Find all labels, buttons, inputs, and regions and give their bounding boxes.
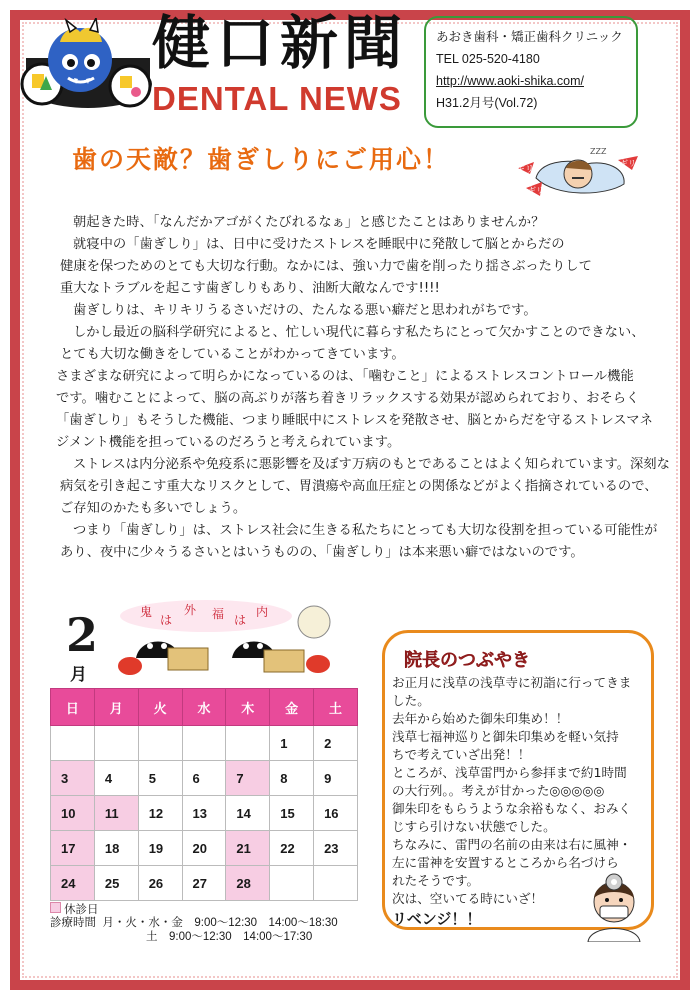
director-line: 去年から始めた御朱印集め！！ xyxy=(392,711,569,726)
calendar-day: 2 xyxy=(314,726,358,761)
art-char: 鬼 xyxy=(140,605,153,619)
article-line xyxy=(60,234,660,256)
director-column-title: 院長のつぶやき xyxy=(404,650,530,671)
calendar-day: 17 xyxy=(51,831,95,866)
calendar-day: 27 xyxy=(182,866,226,901)
art-char: 福 xyxy=(212,607,225,621)
calendar-month-number: 2 xyxy=(66,608,99,662)
calendar-empty-cell xyxy=(51,726,95,761)
calendar-week xyxy=(51,866,358,901)
calendar-empty-cell xyxy=(138,726,182,761)
calendar-day: 8 xyxy=(270,761,314,796)
article-line: しかし最近の脳科学研究によると、忙しい現代に暮らす私たちにとって欠かすことのできない、 xyxy=(73,325,645,340)
article-line: あり、夜中に少々うるさいとはいうものの、「歯ぎしり」は本来悪い癖ではないのです。 xyxy=(60,545,584,560)
teeth-grinding-sleeper-illustration xyxy=(506,144,644,204)
setsubun-illustration xyxy=(56,596,356,684)
calendar-day: 20 xyxy=(182,831,226,866)
calendar-month-label: 月 xyxy=(70,665,87,685)
calendar-day: 16 xyxy=(314,796,358,831)
weekday-header: 水 xyxy=(182,689,226,726)
calendar-day: 1 xyxy=(270,726,314,761)
calendar-day: 12 xyxy=(138,796,182,831)
director-line: の大行列。。考えが甘かった◎◎◎◎◎ xyxy=(392,783,605,798)
art-char: 内 xyxy=(256,605,269,619)
issue-number: H31.2月号(Vol.72) xyxy=(436,96,538,110)
director-line: ところが、浅草雷門から参拝まで約1時間 xyxy=(392,765,627,780)
calendar-day: 19 xyxy=(138,831,182,866)
calendar-day: 28 xyxy=(226,866,270,901)
calendar-empty-cell xyxy=(226,726,270,761)
calendar-day: 3 xyxy=(51,761,95,796)
director-line: 御朱印をもらうような余裕もなく、おみく xyxy=(392,801,632,816)
calendar-day: 14 xyxy=(226,796,270,831)
calendar-legend xyxy=(50,902,99,917)
calendar-day: 7 xyxy=(226,761,270,796)
hours-weekday: 月・火・水・金 9:00～12:30 14:00～18:30 xyxy=(102,917,338,929)
director-line: じすら引けない状態でした。 xyxy=(392,819,556,834)
sfx-text-1: ギリ xyxy=(516,165,535,175)
director-line: した。 xyxy=(392,693,430,708)
calendar-day: 6 xyxy=(182,761,226,796)
article-line: ジメント機能を担っているのだろうと考えられています。 xyxy=(56,435,401,450)
article-line: 健康を保つためのとても大切な行動。なかには、強い力で歯を削ったり揺さぶったりして xyxy=(60,259,592,274)
weekday-header: 日 xyxy=(51,689,95,726)
article-line: さまざまな研究によって明らかになっているのは、「噛むこと」によるストレスコントロール機能 xyxy=(56,369,634,384)
clinic-info-box xyxy=(424,16,638,128)
article-line: 「歯ぎしり」もそうした機能、つまり睡眠中にストレスを発散させ、脳とからだを守るストレスマネ xyxy=(56,413,653,428)
director-line: ちなみに、雷門の名前の由来は右に風神・ xyxy=(392,837,632,852)
calendar-week xyxy=(51,761,358,796)
calendar-day: 24 xyxy=(51,866,95,901)
doctor-illustration xyxy=(580,870,648,942)
weekday-header: 土 xyxy=(314,689,358,726)
calendar-day: 26 xyxy=(138,866,182,901)
article-line: 歯ぎしりは、キリキリうるさいだけの、たんなる悪い癖だと思われがちです。 xyxy=(73,303,537,318)
calendar-day: 11 xyxy=(94,796,138,831)
article-line: 重大なトラブルを起こす歯ぎしりもあり、油断大敵なんです!!!! xyxy=(60,281,440,296)
ehomaki-oni-logo xyxy=(20,18,158,110)
hours-saturday: 土 9:00～12:30 14:00～17:30 xyxy=(146,931,313,943)
clinic-phone: TEL 025-520-4180 xyxy=(436,52,540,66)
calendar-empty-cell xyxy=(94,726,138,761)
sfx-text-3: ギリ xyxy=(620,159,636,168)
art-char: は xyxy=(160,613,173,627)
article-headline: 歯の天敵？歯ぎしりにご用心！ xyxy=(72,145,451,174)
article-body xyxy=(56,212,670,564)
director-line: 左に雷神を安置するところから名づけら xyxy=(392,855,619,870)
calendar-day: 22 xyxy=(270,831,314,866)
calendar-week xyxy=(51,726,358,761)
calendar-empty-cell xyxy=(270,866,314,901)
newsletter-title: 健口新聞 xyxy=(152,9,409,77)
article-line: とても大切な働きをしていることがわかってきています。 xyxy=(60,347,405,362)
weekday-header: 月 xyxy=(94,689,138,726)
calendar-empty-cell xyxy=(182,726,226,761)
director-line: 浅草七福神巡りと御朱印集めを軽い気持 xyxy=(392,729,619,744)
closed-day-label: 休診日 xyxy=(64,904,99,916)
director-line: お正月に浅草の浅草寺に初詣に行ってきま xyxy=(392,675,632,690)
weekday-header: 火 xyxy=(138,689,182,726)
article-line: ストレスは内分泌系や免疫系に悪影響を及ぼす万病のもとであることはよく知られています。深刻な xyxy=(73,457,670,472)
art-char: は xyxy=(234,613,247,627)
calendar-day: 9 xyxy=(314,761,358,796)
art-char: 外 xyxy=(184,603,197,617)
article-line: ご存知のかたも多いでしょう。 xyxy=(60,501,247,516)
article-line: 朝起きた時、「なんだかアゴがくたびれるなぁ」と感じたことはありませんか？ xyxy=(73,215,545,230)
director-closing: リベンジ！！ xyxy=(392,910,482,928)
calendar-day: 21 xyxy=(226,831,270,866)
calendar-day: 10 xyxy=(51,796,95,831)
weekday-header: 木 xyxy=(226,689,270,726)
article-line-text: 就寝中の「歯ぎしり」は、日中に受けたストレスを睡眠中に発散して脳とからだの xyxy=(73,237,565,252)
newsletter-subtitle: DENTAL NEWS xyxy=(152,80,402,117)
calendar-week xyxy=(51,831,358,866)
calendar-day: 25 xyxy=(94,866,138,901)
weekday-header: 金 xyxy=(270,689,314,726)
director-line: 次は、空いてる時にいざ！ xyxy=(392,891,544,906)
director-line: ちで考えていざ出発！！ xyxy=(392,747,531,762)
sfx-text-2: ギリ xyxy=(528,186,544,195)
article-line: 病気を引き起こす重大なリスクとして、胃潰瘍や高血圧症との関係などがよく指摘されているので、 xyxy=(60,479,658,494)
calendar-week xyxy=(51,796,358,831)
clinic-calendar xyxy=(50,688,358,901)
calendar-day: 15 xyxy=(270,796,314,831)
calendar-day: 18 xyxy=(94,831,138,866)
director-line: れたそうです。 xyxy=(392,873,480,888)
article-line: つまり「歯ぎしり」は、ストレス社会に生きる私たちにとっても大切な役割を担っている可能性が xyxy=(73,523,658,538)
calendar-day: 23 xyxy=(314,831,358,866)
sfx-snore: ZZZ xyxy=(590,147,607,156)
calendar-day: 5 xyxy=(138,761,182,796)
calendar-day: 13 xyxy=(182,796,226,831)
clinic-hours xyxy=(50,916,338,944)
clinic-website-link[interactable]: http://www.aoki-shika.com/ xyxy=(436,74,584,88)
calendar-day: 4 xyxy=(94,761,138,796)
clinic-name: あおき歯科・矯正歯科クリニック xyxy=(436,30,623,44)
calendar-empty-cell xyxy=(314,866,358,901)
closed-day-swatch xyxy=(50,902,61,913)
article-line: です。噛むことによって、脳の高ぶりが落ち着きリラックスする効果が認められており、おそらく xyxy=(56,391,640,406)
hours-label: 診療時間 xyxy=(50,917,96,929)
